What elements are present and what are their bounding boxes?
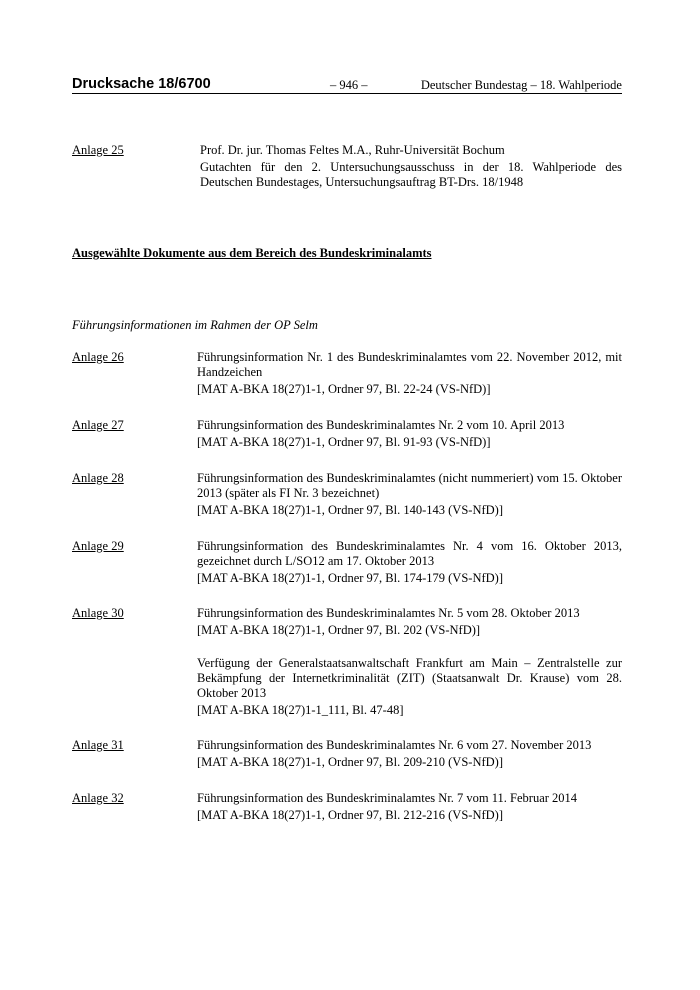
annex-text: Gutachten für den 2. Untersuchungsausschuss in der 18. Wahlperiode des Deutschen Bundestages, Untersuchungsauftrag BT-Drs. 18/1948 <box>200 160 622 189</box>
document-number <box>72 76 211 92</box>
annex-extra-text: Verfügung der Generalstaatsanwaltschaft Frankfurt am Main – Zentralstelle zur Bekämpfung der Internetkriminalität (ZIT) (Staatsanwalt Dr. Krause) vom 28. Oktober 2013 <box>197 656 622 700</box>
page-header <box>72 76 622 94</box>
annex-label: Anlage 25 <box>72 143 124 157</box>
annex-body <box>197 791 622 825</box>
annex-reference: [MAT A-BKA 18(27)1-1, Ordner 97, Bl. 22-24 (VS-NfD)] <box>197 382 491 396</box>
annex-body <box>197 418 622 452</box>
annex-body <box>197 350 622 399</box>
annex-reference: [MAT A-BKA 18(27)1-1, Ordner 97, Bl. 91-93 (VS-NfD)] <box>197 435 491 449</box>
doc-number: 6700 <box>178 76 211 92</box>
doc-prefix: Drucksache 18/ <box>72 76 179 92</box>
annex-reference: [MAT A-BKA 18(27)1-1, Ordner 97, Bl. 174-179 (VS-NfD)] <box>197 571 503 585</box>
annex-label: Anlage 32 <box>72 791 124 805</box>
annex-text: Führungsinformation Nr. 1 des Bundeskriminalamtes vom 22. November 2012, mit Handzeichen <box>197 350 622 379</box>
annex-text: Führungsinformation des Bundeskriminalamtes Nr. 2 vom 10. April 2013 <box>197 418 565 432</box>
annex-label: Anlage 29 <box>72 539 124 553</box>
annex-label: Anlage 27 <box>72 418 124 432</box>
annex-reference: [MAT A-BKA 18(27)1-1, Ordner 97, Bl. 209-210 (VS-NfD)] <box>197 755 503 769</box>
annex-extra-reference: [MAT A-BKA 18(27)1-1_111, Bl. 47-48] <box>197 703 404 717</box>
annex-reference: [MAT A-BKA 18(27)1-1, Ordner 97, Bl. 212-216 (VS-NfD)] <box>197 808 503 822</box>
annex-body <box>197 539 622 588</box>
annex-body <box>197 471 622 520</box>
annex-body <box>197 738 622 772</box>
annex-body <box>200 143 622 192</box>
annex-text: Führungsinformation des Bundeskriminalamtes Nr. 4 vom 16. Oktober 2013, gezeichnet durch L/SO12 am 17. Oktober 2013 <box>197 539 622 568</box>
annex-text: Führungsinformation des Bundeskriminalamtes Nr. 6 vom 27. November 2013 <box>197 738 592 752</box>
annex-text: Führungsinformation des Bundeskriminalamtes Nr. 5 vom 28. Oktober 2013 <box>197 606 580 620</box>
annex-author: Prof. Dr. jur. Thomas Feltes M.A., Ruhr-Universität Bochum <box>200 143 505 157</box>
header-rule <box>72 93 622 94</box>
annex-label: Anlage 31 <box>72 738 124 752</box>
annex-text: Führungsinformation des Bundeskriminalamtes Nr. 7 vom 11. Februar 2014 <box>197 791 578 805</box>
annex-label: Anlage 26 <box>72 350 124 364</box>
header-title: Deutscher Bundestag – 18. Wahlperiode <box>420 78 622 92</box>
annex-reference: [MAT A-BKA 18(27)1-1, Ordner 97, Bl. 140-143 (VS-NfD)] <box>197 503 503 517</box>
annex-body <box>197 606 622 720</box>
section-title: Ausgewählte Dokumente aus dem Bereich des Bundeskriminalamts <box>72 246 432 260</box>
annex-label: Anlage 28 <box>72 471 124 485</box>
annex-reference: [MAT A-BKA 18(27)1-1, Ordner 97, Bl. 202 (VS-NfD)] <box>197 623 481 637</box>
subsection-title: Führungsinformationen im Rahmen der OP Selm <box>72 318 318 332</box>
page-number: – 946 – <box>330 78 368 92</box>
annex-text: Führungsinformation des Bundeskriminalamtes (nicht nummeriert) vom 15. Oktober 2013 (später als FI Nr. 3 bezeichnet) <box>197 471 622 500</box>
annex-label: Anlage 30 <box>72 606 124 620</box>
